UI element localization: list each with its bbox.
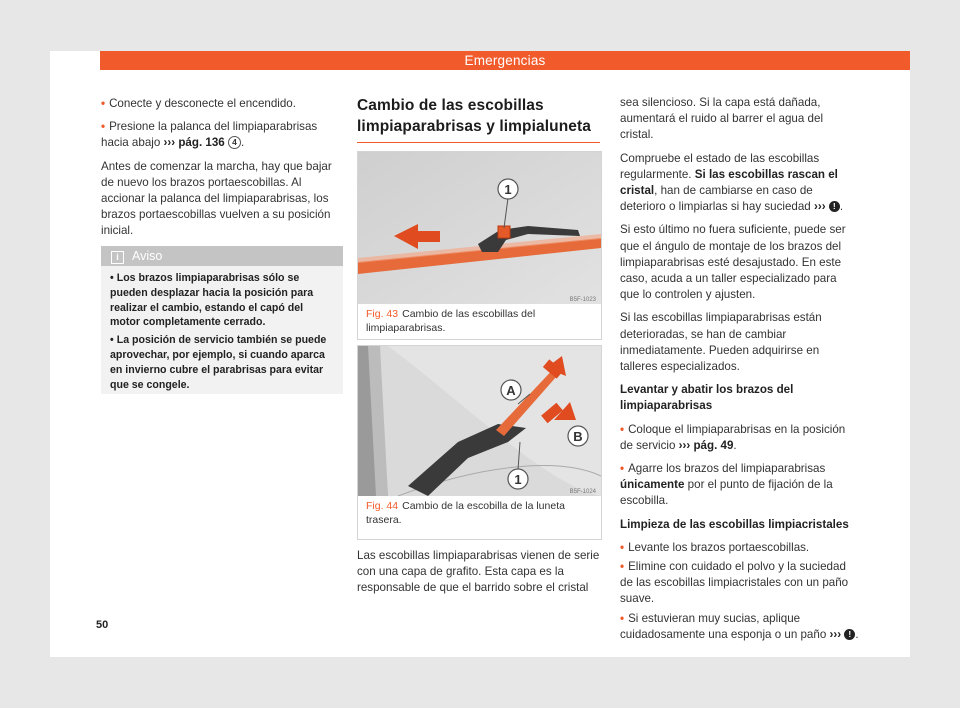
info-icon: i	[111, 251, 124, 264]
bullet-icon: •	[620, 560, 625, 574]
warning-icon: !	[844, 629, 855, 640]
list-item: • Los brazos limpiaparabrisas sólo se pueden desplazar hacia la posición para realizar el cambio, estando el capó del motor completamente cerrado.	[110, 272, 314, 329]
subheading: Levantar y abatir los brazos del limpiaparabrisas	[620, 383, 794, 413]
bullet-icon: •	[620, 540, 625, 554]
column-3	[620, 95, 859, 650]
figure-code: B5F-1024	[569, 489, 596, 495]
bullet-icon: •	[620, 422, 625, 436]
paragraph: Las escobillas limpiaparabrisas vienen de serie con una capa de grafito. Esta capa es la responsable de que el barrido sobre el cristal	[357, 549, 600, 595]
paragraph: sea silencioso. Si la capa está dañada, aumentará el ruido al barrer el agua del cristal.	[620, 96, 824, 142]
paragraph: Antes de comenzar la marcha, hay que bajar de nuevo los brazos portaescobillas. Al accionar la palanca del limpiaparabrisas, los brazos portaescobillas vuelven a su posición inicial.	[101, 159, 332, 238]
paragraph: Compruebe el estado de las escobillas regularmente. Si las escobillas rascan el cristal, han de cambiarse en caso de deterioro o limpiarlas si hay suciedad ››› ! .	[620, 151, 844, 214]
warning-icon: !	[829, 201, 840, 212]
callout-1: 1	[504, 182, 512, 197]
callout-1: 1	[514, 472, 522, 487]
notice-title: Aviso	[132, 249, 163, 263]
subheading: Limpieza de las escobillas limpiacristales	[620, 517, 849, 531]
page-number: 50	[96, 619, 109, 631]
paragraph: Si las escobillas limpiaparabrisas están deterioradas, se han de cambiar inmediatamente. Pueden adquirirse en talleres especializados.	[620, 311, 822, 374]
rear-wiper-illustration	[358, 346, 601, 496]
figure-code: B5F-1023	[569, 297, 596, 303]
figure-caption: Fig. 43 Cambio de las escobillas del limpiaparabrisas.	[366, 308, 536, 334]
list-item: • Coloque el limpiaparabrisas en la posición de servicio ››› pág. 49.	[620, 422, 846, 452]
manual-page	[50, 51, 910, 657]
list-item: • La posición de servicio también se puede aprovechar, por ejemplo, si cuando aparca en invierno cubre el parabrisas para evitar que se congele.	[110, 334, 327, 391]
callout-b: B	[573, 429, 583, 444]
column-2	[357, 95, 600, 143]
bullet-icon: •	[101, 97, 106, 110]
notice-header	[101, 246, 343, 266]
callout-a: A	[506, 383, 516, 398]
warning-reference-link[interactable]: ›››	[813, 200, 826, 214]
wiper-blade-illustration	[358, 152, 601, 304]
paragraph: Si esto último no fuera suficiente, puede ser que el ángulo de montaje de los brazos del limpiaparabrisas esté desajustado. En este caso, acuda a un taller especializado para que lo controlen y ajusten.	[620, 223, 846, 302]
list-item: • Si estuvieran muy sucias, aplique cuidadosamente una esponja o un paño ››› ! .	[620, 611, 859, 641]
warning-reference-link[interactable]: ›››	[829, 627, 842, 641]
section-heading: Cambio de las escobillas limpiaparabrisas y limpialuneta	[357, 95, 600, 143]
page-reference-link[interactable]: ››› pág. 136	[163, 136, 225, 150]
section-header: Emergencias	[100, 51, 910, 70]
bullet-icon: •	[620, 611, 625, 625]
bullet-icon: •	[110, 272, 114, 284]
bullet-icon: •	[101, 120, 106, 134]
bullet-icon: •	[620, 462, 625, 476]
page-reference-link[interactable]: ››› pág. 49	[678, 438, 734, 452]
list-item: • Levante los brazos portaescobillas.	[620, 540, 810, 554]
figure-caption: Fig. 44 Cambio de la escobilla de la luneta trasera.	[366, 500, 565, 526]
figure-43	[357, 151, 602, 340]
column-1	[101, 96, 342, 247]
list-item: • Agarre los brazos del limpiaparabrisas únicamente por el punto de fijación de la escobilla.	[620, 462, 833, 508]
list-item: • Presione la palanca del limpiaparabrisas hacia abajo ››› pág. 136 4 .	[101, 120, 318, 150]
notice-body	[101, 266, 343, 392]
notice-box	[101, 246, 343, 394]
list-item: • Elimine con cuidado el polvo y la suciedad de las escobillas limpiacristales con un paño suave.	[620, 560, 849, 606]
column-2-text	[357, 548, 600, 604]
list-item: • Conecte y desconecte el encendido.	[101, 97, 296, 110]
bullet-icon: •	[110, 334, 114, 347]
step-number-badge: 4	[228, 136, 241, 149]
figure-44	[357, 345, 602, 540]
